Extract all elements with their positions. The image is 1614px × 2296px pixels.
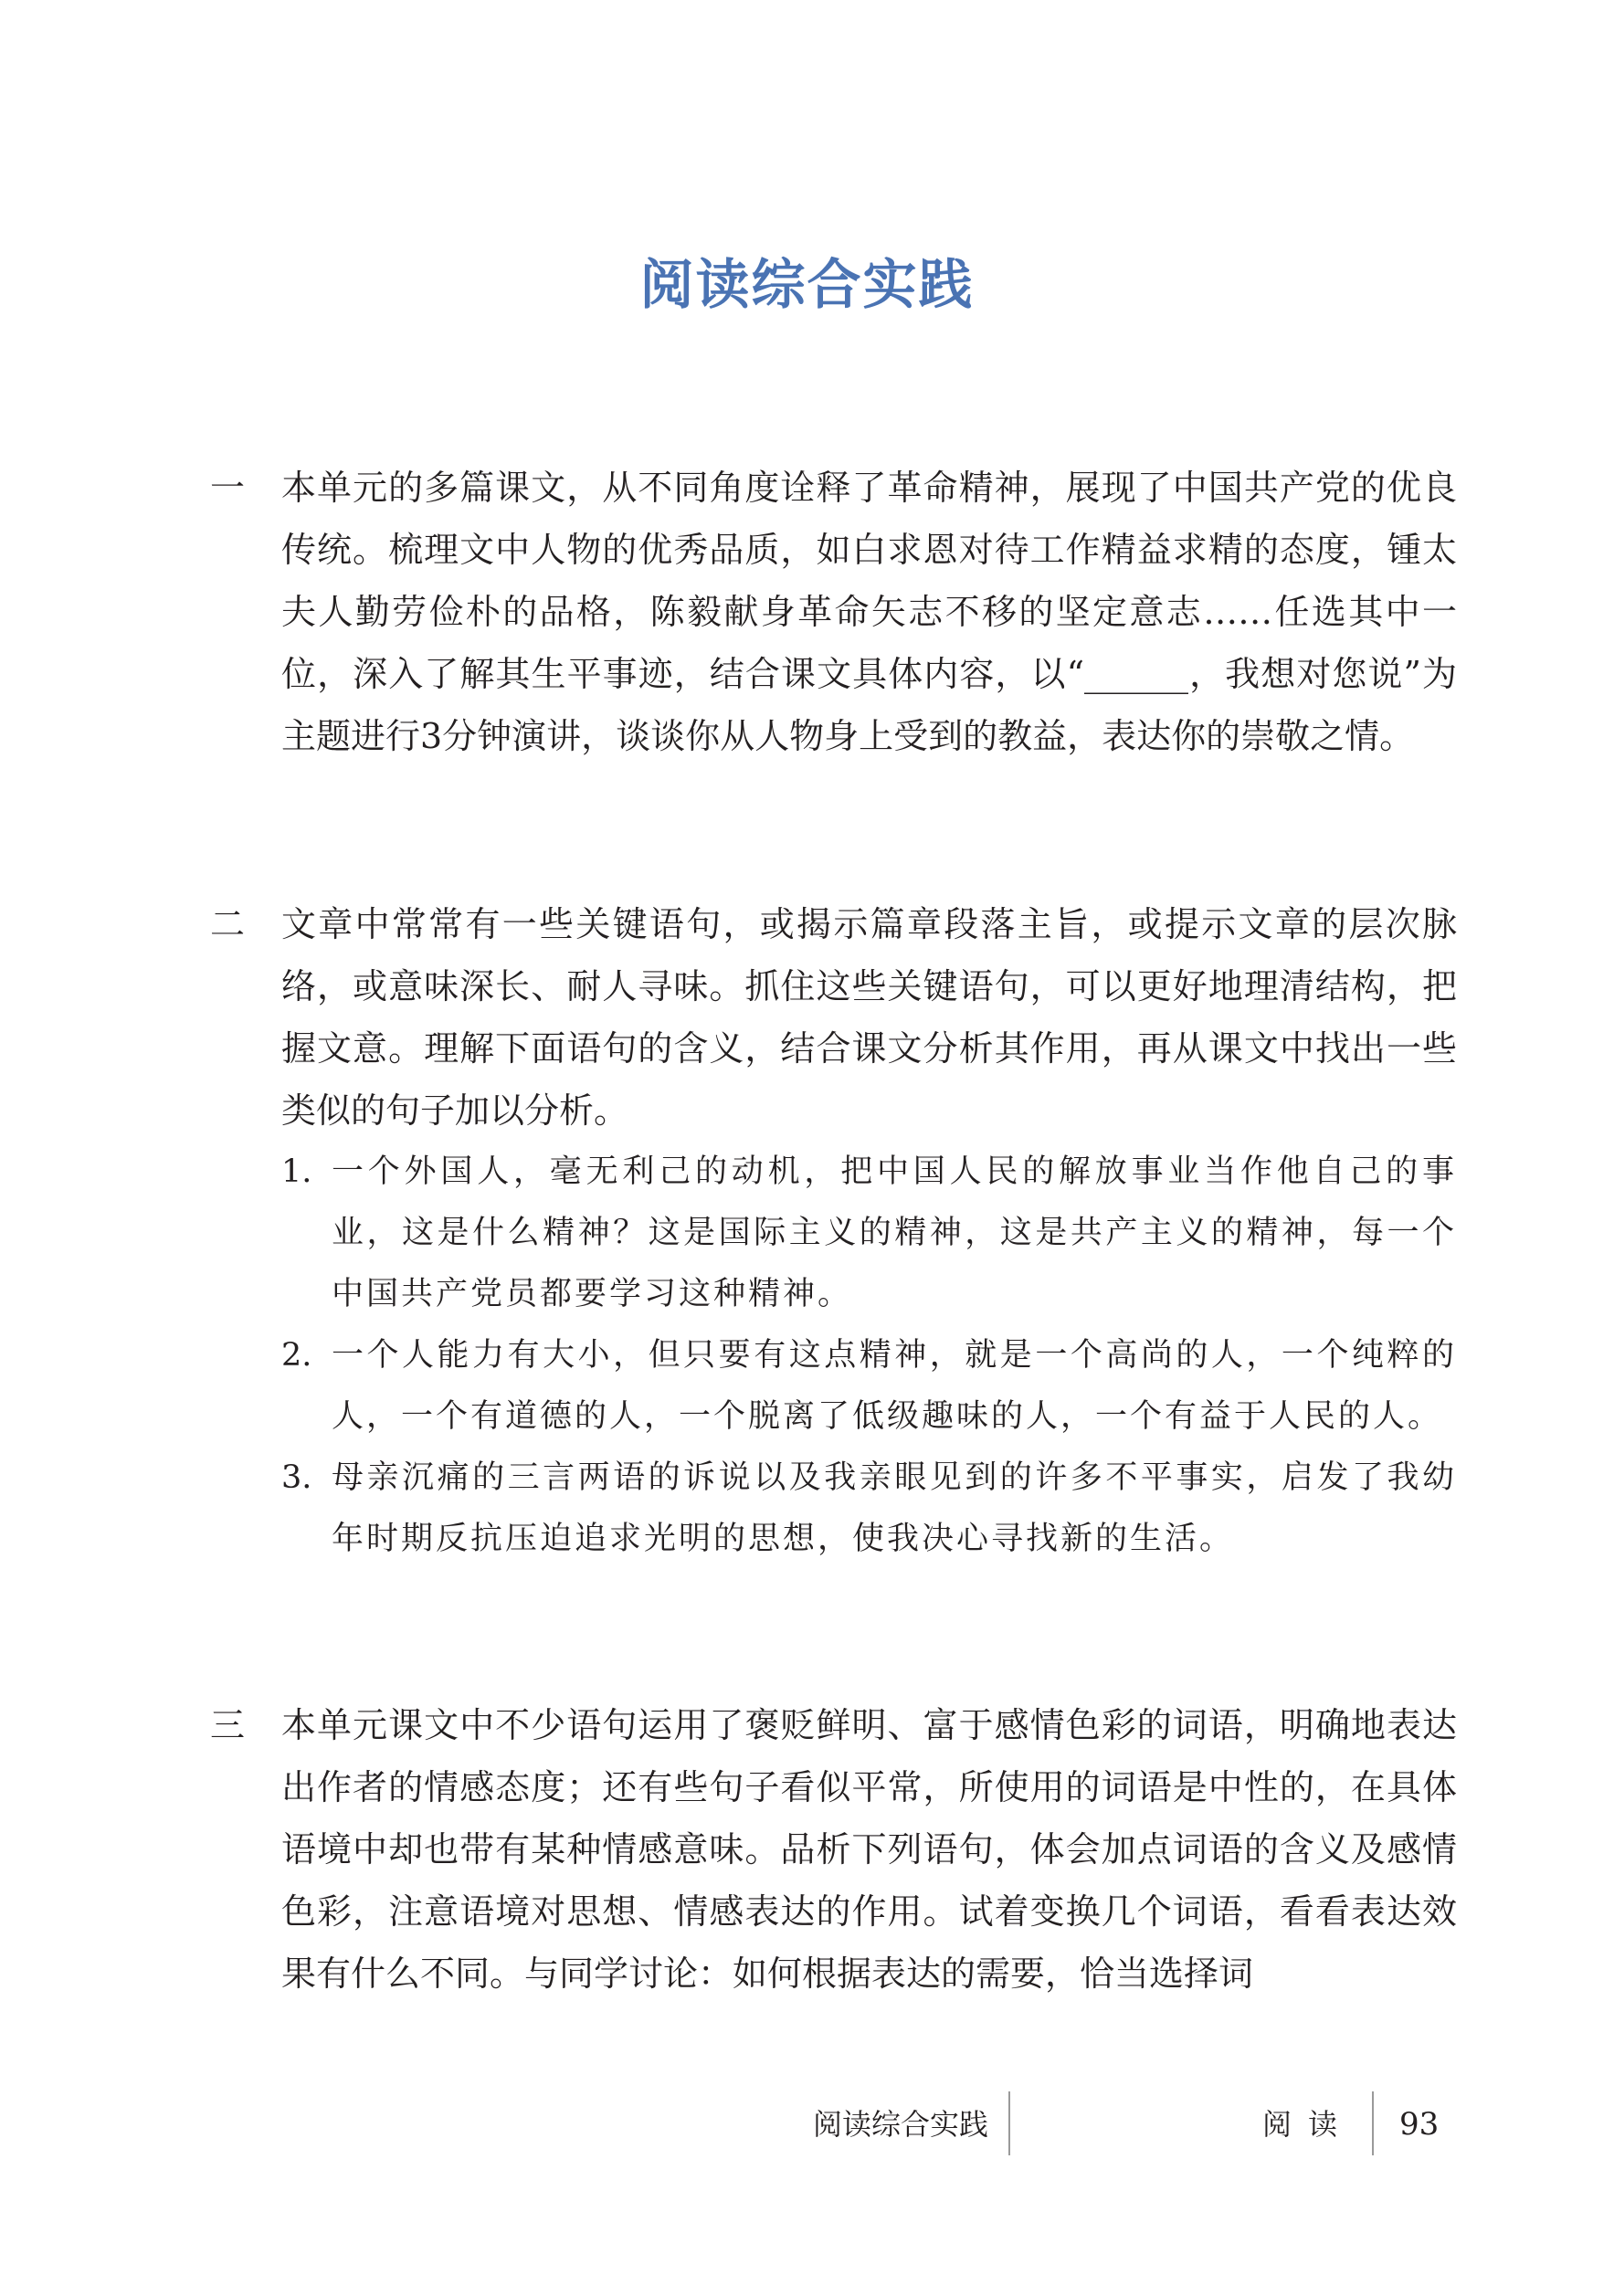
footer-divider	[1372, 2091, 1374, 2155]
page-footer	[0, 2091, 1614, 2155]
section-number: 三	[210, 1705, 246, 1745]
footer-section-name: 阅读	[1262, 2107, 1355, 2142]
footer-chapter-title: 阅读综合实践	[813, 2107, 989, 2142]
page-title: 阅读综合实践	[639, 253, 975, 316]
item-number: 3.	[281, 1459, 312, 1496]
list-item	[281, 1448, 1457, 1570]
list-item	[281, 1142, 1457, 1325]
example-list	[281, 1142, 1457, 1570]
section-text: 文章中常常有一些关键语句，或揭示篇章段落主旨，或提示文章的层次脉络，或意味深长、耐人寻味。抓住这些关键语句，可以更好地理清结构，把握文意。理解下面语句的含义，结合课文分析其作用，再从课文中找出一些类似的句子加以分析。	[281, 904, 1457, 1131]
list-item	[281, 1325, 1457, 1448]
footer-divider	[1008, 2091, 1010, 2155]
item-text: 一个外国人，毫无利己的动机，把中国人民的解放事业当作他自己的事业，这是什么精神？这是国际主义的精神，这是共产主义的精神，每一个中国共产党员都要学习这种精神。	[332, 1153, 1457, 1312]
section-text: 本单元课文中不少语句运用了褒贬鲜明、富于感情色彩的词语，明确地表达出作者的情感态度；还有些句子看似平常，所使用的词语是中性的，在具体语境中却也带有某种情感意味。品析下列语句，体会加点词语的含义及感情色彩，注意语境对思想、情感表达的作用。试着变换几个词语，看看表达效果有什么不同。与同学讨论：如何根据表达的需要，恰当选择词	[281, 1705, 1457, 1994]
section-text: 本单元的多篇课文，从不同角度诠释了革命精神，展现了中国共产党的优良传统。梳理文中人物的优秀品质，如白求恩对待工作精益求精的态度，锺太夫人勤劳俭朴的品格，陈毅献身革命矢志不移的坚定意志……任选其中一位，深入了解其生平事迹，结合课文具体内容，以“______，我想对您说”为主题进行3分钟演讲，谈谈你从人物身上受到的教益，表达你的崇敬之情。	[281, 468, 1457, 756]
item-text: 一个人能力有大小，但只要有这点精神，就是一个高尚的人，一个纯粹的人，一个有道德的人，一个脱离了低级趣味的人，一个有益于人民的人。	[332, 1337, 1457, 1435]
item-number: 1.	[281, 1153, 312, 1190]
item-text: 母亲沉痛的三言两语的诉说以及我亲眼见到的许多不平事实，启发了我幼年时期反抗压迫追求光明的思想，使我决心寻找新的生活。	[332, 1459, 1457, 1557]
section-number: 二	[210, 904, 246, 944]
item-number: 2.	[281, 1337, 312, 1374]
page-number: 93	[1399, 2106, 1440, 2143]
section-number: 一	[210, 468, 246, 508]
